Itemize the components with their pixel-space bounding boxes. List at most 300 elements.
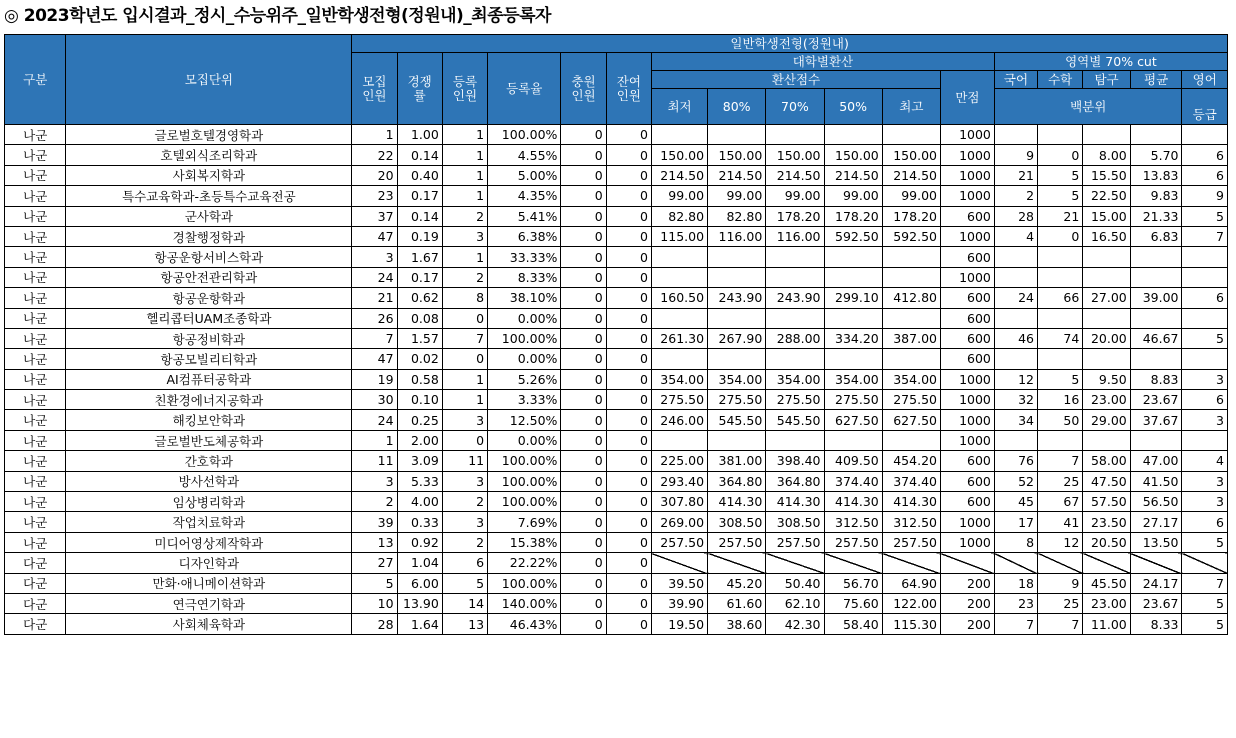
cell-score-70: 42.30 (766, 614, 824, 634)
cell-unit: 임상병리학과 (66, 492, 352, 512)
cell-eng (1182, 247, 1228, 267)
cell-avg: 9.83 (1130, 186, 1182, 206)
cell-gubun: 나군 (5, 532, 66, 552)
cell-chung: 0 (561, 308, 606, 328)
cell-gubun: 나군 (5, 492, 66, 512)
cell-full-score: 1000 (940, 410, 994, 430)
cell-avg: 8.33 (1130, 614, 1182, 634)
cell-score-max: 275.50 (882, 390, 940, 410)
cell-mojip: 23 (352, 186, 397, 206)
cell-score-min: 19.50 (651, 614, 707, 634)
cell-kor: 18 (994, 573, 1037, 593)
cell-rate: 100.00% (488, 328, 561, 348)
cell-score-50: 58.40 (824, 614, 882, 634)
cell-registered: 1 (442, 125, 487, 145)
cell-unit: 항공운항학과 (66, 288, 352, 308)
cell-avg: 23.67 (1130, 593, 1182, 613)
cell-avg (1130, 308, 1182, 328)
cell-chung: 0 (561, 349, 606, 369)
cell-eng (1182, 430, 1228, 450)
cell-chung: 0 (561, 451, 606, 471)
cell-score-min: 214.50 (651, 165, 707, 185)
cell-registered: 0 (442, 349, 487, 369)
cell-full-score: 1000 (940, 165, 994, 185)
cell-score-min: 115.00 (651, 226, 707, 246)
cell-kor (994, 308, 1037, 328)
cell-score-max (882, 553, 940, 573)
cell-score-min: 150.00 (651, 145, 707, 165)
cell-competition: 0.62 (397, 288, 442, 308)
header-avg: 평균 (1130, 71, 1182, 89)
cell-competition: 3.09 (397, 451, 442, 471)
cell-score-max: 214.50 (882, 165, 940, 185)
cell-full-score: 1000 (940, 430, 994, 450)
page-title: ◎ 2023학년도 입시결과_정시_수능위주_일반학생전형(정원내)_최종등록자 (4, 6, 551, 26)
cell-score-max: 99.00 (882, 186, 940, 206)
table-row (5, 512, 1228, 532)
cell-score-80: 150.00 (708, 145, 766, 165)
cell-score-min: 293.40 (651, 471, 707, 491)
cell-score-80: 381.00 (708, 451, 766, 471)
cell-unit: 항공안전관리학과 (66, 267, 352, 287)
cell-chung: 0 (561, 593, 606, 613)
cell-score-80: 243.90 (708, 288, 766, 308)
cell-score-50: 275.50 (824, 390, 882, 410)
cell-score-80: 61.60 (708, 593, 766, 613)
cell-registered: 0 (442, 308, 487, 328)
cell-jan: 0 (606, 247, 651, 267)
cell-eng (1182, 308, 1228, 328)
cell-score-80: 116.00 (708, 226, 766, 246)
table-row (5, 328, 1228, 348)
cell-eng: 3 (1182, 471, 1228, 491)
cell-math (1038, 247, 1083, 267)
cell-score-50 (824, 125, 882, 145)
header-p80: 80% (708, 89, 766, 125)
cell-registered: 3 (442, 471, 487, 491)
cell-score-70: 214.50 (766, 165, 824, 185)
cell-competition: 4.00 (397, 492, 442, 512)
cell-score-70: 99.00 (766, 186, 824, 206)
cell-gubun: 나군 (5, 349, 66, 369)
cell-competition: 1.00 (397, 125, 442, 145)
cell-rate: 0.00% (488, 308, 561, 328)
cell-jan: 0 (606, 288, 651, 308)
cell-mojip: 47 (352, 349, 397, 369)
cell-tamgu (1083, 247, 1130, 267)
cell-chung: 0 (561, 410, 606, 430)
table-row (5, 206, 1228, 226)
cell-competition: 0.33 (397, 512, 442, 532)
cell-math: 12 (1038, 532, 1083, 552)
cell-score-max: 412.80 (882, 288, 940, 308)
cell-kor: 52 (994, 471, 1037, 491)
cell-score-50 (824, 267, 882, 287)
cell-rate: 0.00% (488, 430, 561, 450)
cell-score-80: 275.50 (708, 390, 766, 410)
cell-chung: 0 (561, 512, 606, 532)
cell-full-score: 1000 (940, 532, 994, 552)
cell-score-70: 398.40 (766, 451, 824, 471)
cell-full-score: 1000 (940, 512, 994, 532)
cell-registered: 13 (442, 614, 487, 634)
cell-gubun: 나군 (5, 165, 66, 185)
cell-math: 5 (1038, 369, 1083, 389)
cell-eng (1182, 267, 1228, 287)
cell-mojip: 21 (352, 288, 397, 308)
header-score: 환산점수 (651, 71, 940, 89)
cell-score-max: 627.50 (882, 410, 940, 430)
cell-math: 41 (1038, 512, 1083, 532)
cell-full-score: 1000 (940, 226, 994, 246)
cell-score-min (651, 247, 707, 267)
cell-score-80: 414.30 (708, 492, 766, 512)
cell-kor: 9 (994, 145, 1037, 165)
cell-mojip: 7 (352, 328, 397, 348)
cell-unit: 헬리콥터UAM조종학과 (66, 308, 352, 328)
cell-gubun: 나군 (5, 430, 66, 450)
cell-rate: 5.41% (488, 206, 561, 226)
cell-score-50: 257.50 (824, 532, 882, 552)
cell-score-50: 99.00 (824, 186, 882, 206)
cell-unit: 항공정비학과 (66, 328, 352, 348)
cell-rate: 100.00% (488, 451, 561, 471)
cell-score-max: 454.20 (882, 451, 940, 471)
cell-rate: 38.10% (488, 288, 561, 308)
cell-full-score: 600 (940, 451, 994, 471)
cell-score-50: 214.50 (824, 165, 882, 185)
cell-score-min (651, 349, 707, 369)
cell-unit: 미디어영상제작학과 (66, 532, 352, 552)
cell-kor: 23 (994, 593, 1037, 613)
cell-gubun: 나군 (5, 186, 66, 206)
cell-score-50 (824, 308, 882, 328)
cell-competition: 0.25 (397, 410, 442, 430)
cell-full-score: 600 (940, 247, 994, 267)
cell-competition: 1.57 (397, 328, 442, 348)
cell-score-max: 257.50 (882, 532, 940, 552)
cell-gubun: 나군 (5, 390, 66, 410)
cell-math (1038, 553, 1083, 573)
cell-eng: 5 (1182, 328, 1228, 348)
cell-unit: 친환경에너지공학과 (66, 390, 352, 410)
cell-kor: 34 (994, 410, 1037, 430)
cell-score-70 (766, 553, 824, 573)
cell-score-min: 246.00 (651, 410, 707, 430)
cell-rate: 33.33% (488, 247, 561, 267)
header-gubun: 구분 (5, 35, 66, 125)
cell-full-score: 600 (940, 471, 994, 491)
cell-score-min (651, 430, 707, 450)
cell-eng: 4 (1182, 451, 1228, 471)
cell-competition: 0.10 (397, 390, 442, 410)
cell-mojip: 19 (352, 369, 397, 389)
cell-score-70: 364.80 (766, 471, 824, 491)
cell-score-50 (824, 553, 882, 573)
cell-unit: 항공운항서비스학과 (66, 247, 352, 267)
cell-score-min: 99.00 (651, 186, 707, 206)
cell-competition: 0.17 (397, 186, 442, 206)
cell-avg: 13.83 (1130, 165, 1182, 185)
cell-score-min: 160.50 (651, 288, 707, 308)
cell-gubun: 다군 (5, 614, 66, 634)
cell-score-70: 545.50 (766, 410, 824, 430)
cell-registered: 1 (442, 165, 487, 185)
cell-rate: 3.33% (488, 390, 561, 410)
cell-registered: 3 (442, 226, 487, 246)
cell-tamgu: 15.00 (1083, 206, 1130, 226)
cell-rate: 100.00% (488, 492, 561, 512)
cell-full-score: 600 (940, 349, 994, 369)
cell-unit: AI컴퓨터공학과 (66, 369, 352, 389)
table-row (5, 186, 1228, 206)
cell-avg: 6.83 (1130, 226, 1182, 246)
cell-avg (1130, 349, 1182, 369)
cell-chung: 0 (561, 267, 606, 287)
cell-score-max: 312.50 (882, 512, 940, 532)
cell-math (1038, 267, 1083, 287)
cell-tamgu: 45.50 (1083, 573, 1130, 593)
header-p70: 70% (766, 89, 824, 125)
cell-mojip: 10 (352, 593, 397, 613)
cell-unit: 글로벌반도체공학과 (66, 430, 352, 450)
header-eng1: 영어 (1182, 71, 1228, 89)
cell-avg (1130, 267, 1182, 287)
cell-competition: 0.08 (397, 308, 442, 328)
cell-full-score: 1000 (940, 145, 994, 165)
cell-score-min (651, 308, 707, 328)
header-tamgu: 탐구 (1083, 71, 1130, 89)
cell-jan: 0 (606, 430, 651, 450)
cell-rate: 15.38% (488, 532, 561, 552)
cell-math (1038, 125, 1083, 145)
cell-tamgu: 57.50 (1083, 492, 1130, 512)
cell-score-80: 38.60 (708, 614, 766, 634)
cell-score-80: 45.20 (708, 573, 766, 593)
cell-registered: 2 (442, 206, 487, 226)
header-competition: 경쟁 률 (397, 53, 442, 125)
cell-math (1038, 430, 1083, 450)
cell-unit: 만화·애니메이션학과 (66, 573, 352, 593)
cell-eng (1182, 125, 1228, 145)
cell-score-50: 374.40 (824, 471, 882, 491)
cell-competition: 5.33 (397, 471, 442, 491)
header-p50: 50% (824, 89, 882, 125)
cell-jan: 0 (606, 512, 651, 532)
header-univ: 대학별환산 (651, 53, 994, 71)
cell-unit: 연극연기학과 (66, 593, 352, 613)
cell-math: 0 (1038, 226, 1083, 246)
cell-tamgu: 22.50 (1083, 186, 1130, 206)
cell-score-80: 82.80 (708, 206, 766, 226)
cell-chung: 0 (561, 145, 606, 165)
cell-score-80: 99.00 (708, 186, 766, 206)
cell-score-max: 387.00 (882, 328, 940, 348)
cell-chung: 0 (561, 492, 606, 512)
cell-tamgu: 27.00 (1083, 288, 1130, 308)
cell-tamgu: 8.00 (1083, 145, 1130, 165)
cell-kor: 21 (994, 165, 1037, 185)
cell-avg: 21.33 (1130, 206, 1182, 226)
cell-gubun: 나군 (5, 145, 66, 165)
cell-rate: 4.55% (488, 145, 561, 165)
cell-avg: 13.50 (1130, 532, 1182, 552)
cell-score-80: 364.80 (708, 471, 766, 491)
cell-tamgu: 47.50 (1083, 471, 1130, 491)
cell-gubun: 나군 (5, 451, 66, 471)
cell-score-50 (824, 430, 882, 450)
cell-score-80 (708, 267, 766, 287)
cell-score-70: 275.50 (766, 390, 824, 410)
cell-jan: 0 (606, 553, 651, 573)
cell-avg: 24.17 (1130, 573, 1182, 593)
cell-score-70: 414.30 (766, 492, 824, 512)
cell-competition: 0.14 (397, 145, 442, 165)
cell-jan: 0 (606, 492, 651, 512)
cell-math: 5 (1038, 186, 1083, 206)
cell-math: 16 (1038, 390, 1083, 410)
cell-score-max (882, 308, 940, 328)
cell-score-70 (766, 125, 824, 145)
cell-score-50 (824, 349, 882, 369)
cell-eng: 6 (1182, 288, 1228, 308)
cell-full-score: 1000 (940, 267, 994, 287)
cell-avg: 23.67 (1130, 390, 1182, 410)
cell-score-80 (708, 125, 766, 145)
cell-tamgu: 11.00 (1083, 614, 1130, 634)
header-unit: 모집단위 (66, 35, 352, 125)
cell-score-min: 225.00 (651, 451, 707, 471)
cell-mojip: 28 (352, 614, 397, 634)
cell-mojip: 13 (352, 532, 397, 552)
cell-score-max (882, 267, 940, 287)
cell-math (1038, 308, 1083, 328)
cell-avg (1130, 247, 1182, 267)
cell-score-max (882, 125, 940, 145)
cell-kor: 4 (994, 226, 1037, 246)
cell-math: 9 (1038, 573, 1083, 593)
header-registered: 등록 인원 (442, 53, 487, 125)
cell-kor: 7 (994, 614, 1037, 634)
cell-kor: 28 (994, 206, 1037, 226)
cell-score-min: 269.00 (651, 512, 707, 532)
cell-jan: 0 (606, 125, 651, 145)
cell-chung: 0 (561, 390, 606, 410)
cell-score-min: 307.80 (651, 492, 707, 512)
header-kor: 국어 (994, 71, 1037, 89)
cell-score-80 (708, 308, 766, 328)
cell-rate: 5.00% (488, 165, 561, 185)
cell-rate: 4.35% (488, 186, 561, 206)
table-row (5, 369, 1228, 389)
cell-competition: 1.04 (397, 553, 442, 573)
cell-kor: 17 (994, 512, 1037, 532)
cell-full-score: 600 (940, 328, 994, 348)
cell-jan: 0 (606, 165, 651, 185)
header-eng-blank (1182, 89, 1228, 107)
cell-math: 50 (1038, 410, 1083, 430)
cell-math (1038, 349, 1083, 369)
cell-unit: 호텔외식조리학과 (66, 145, 352, 165)
cell-score-min: 39.50 (651, 573, 707, 593)
cell-score-70: 308.50 (766, 512, 824, 532)
cell-score-70: 354.00 (766, 369, 824, 389)
table-row (5, 553, 1228, 573)
cell-score-80 (708, 430, 766, 450)
cell-avg (1130, 553, 1182, 573)
cell-competition: 0.40 (397, 165, 442, 185)
cell-mojip: 22 (352, 145, 397, 165)
cell-eng: 3 (1182, 410, 1228, 430)
cell-jan: 0 (606, 369, 651, 389)
cell-avg: 46.67 (1130, 328, 1182, 348)
cell-score-70: 50.40 (766, 573, 824, 593)
cell-score-max: 414.30 (882, 492, 940, 512)
cell-kor: 32 (994, 390, 1037, 410)
cell-score-70: 178.20 (766, 206, 824, 226)
cell-kor: 76 (994, 451, 1037, 471)
header-cut: 영역별 70% cut (994, 53, 1227, 71)
cell-math: 74 (1038, 328, 1083, 348)
cell-unit: 군사학과 (66, 206, 352, 226)
cell-jan: 0 (606, 451, 651, 471)
cell-mojip: 3 (352, 247, 397, 267)
cell-unit: 사회체육학과 (66, 614, 352, 634)
cell-avg (1130, 125, 1182, 145)
cell-score-50: 299.10 (824, 288, 882, 308)
cell-chung: 0 (561, 532, 606, 552)
cell-score-50: 312.50 (824, 512, 882, 532)
header-min: 최저 (651, 89, 707, 125)
cell-score-70 (766, 349, 824, 369)
cell-registered: 6 (442, 553, 487, 573)
cell-mojip: 39 (352, 512, 397, 532)
header-full: 만점 (940, 71, 994, 125)
cell-full-score: 600 (940, 492, 994, 512)
cell-score-max: 122.00 (882, 593, 940, 613)
cell-full-score: 600 (940, 308, 994, 328)
cell-eng: 5 (1182, 532, 1228, 552)
table-row (5, 573, 1228, 593)
cell-gubun: 나군 (5, 369, 66, 389)
cell-mojip: 1 (352, 125, 397, 145)
cell-eng: 5 (1182, 614, 1228, 634)
cell-math: 21 (1038, 206, 1083, 226)
cell-score-50: 354.00 (824, 369, 882, 389)
cell-score-80 (708, 553, 766, 573)
cell-score-70 (766, 308, 824, 328)
cell-score-50: 75.60 (824, 593, 882, 613)
cell-kor: 12 (994, 369, 1037, 389)
cell-score-min (651, 553, 707, 573)
cell-gubun: 나군 (5, 288, 66, 308)
cell-mojip: 26 (352, 308, 397, 328)
cell-score-max (882, 430, 940, 450)
cell-eng: 6 (1182, 512, 1228, 532)
table-row (5, 349, 1228, 369)
cell-tamgu (1083, 267, 1130, 287)
cell-jan: 0 (606, 349, 651, 369)
cell-jan: 0 (606, 226, 651, 246)
cell-eng: 6 (1182, 145, 1228, 165)
cell-tamgu (1083, 125, 1130, 145)
cell-jan: 0 (606, 390, 651, 410)
cell-kor: 2 (994, 186, 1037, 206)
cell-rate: 0.00% (488, 349, 561, 369)
cell-rate: 8.33% (488, 267, 561, 287)
cell-tamgu (1083, 430, 1130, 450)
cell-score-50: 56.70 (824, 573, 882, 593)
